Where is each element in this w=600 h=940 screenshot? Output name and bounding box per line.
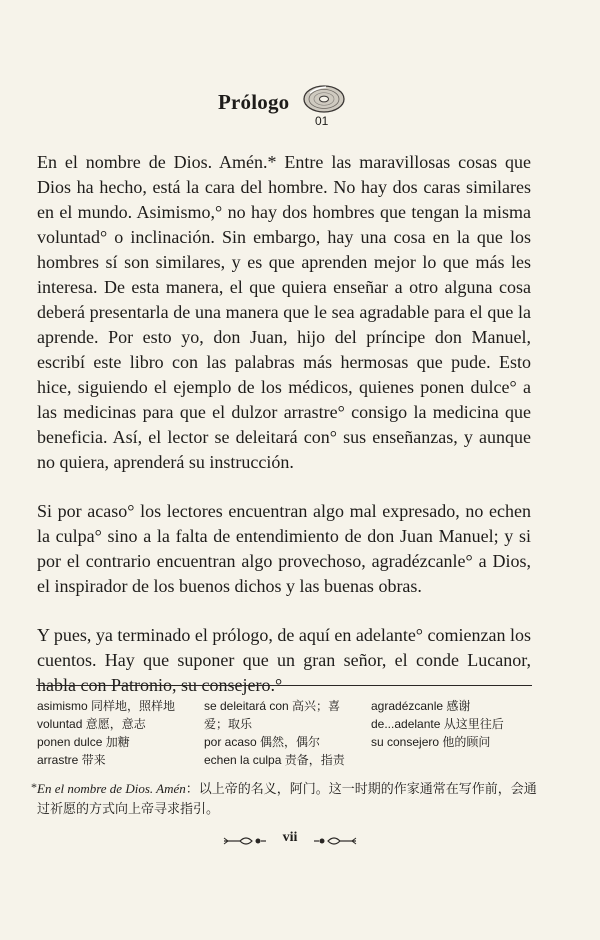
glossary-entry: echen la culpa 责备，指责 [204, 753, 345, 767]
glossary-column-3 [371, 697, 536, 751]
glossary-entry: agradézcanle 感谢 [371, 699, 471, 713]
track-number: 01 [315, 114, 329, 128]
glossary-entry: ponen dulce 加糖 [37, 735, 130, 749]
footnote-marker: * [31, 780, 37, 794]
ornament-icon [312, 834, 358, 848]
glossary-entry: por acaso 偶然，偶尔 [204, 735, 321, 749]
cd-icon [302, 84, 346, 114]
glossary-column-2 [204, 697, 364, 769]
glossary-entry: voluntad 意愿，意志 [37, 717, 146, 731]
divider [36, 685, 532, 686]
glossary-entry: arrastre 带来 [37, 753, 106, 767]
glossary-entry: 爱；取乐 [204, 717, 253, 731]
glossary-entry: de...adelante 从这里往后 [371, 717, 504, 731]
ornament-icon [222, 834, 268, 848]
glossary-entry: asimismo 同样地，照样地 [37, 699, 176, 713]
paragraph: En el nombre de Dios. Amén.* Entre las maravillosas cosas que Dios ha hecho, está la cara del hombre. No hay dos caras similares en el mundo. Asimismo,° no hay dos hombres que tengan la misma voluntad° o inclinación. Sin embargo, hay una cosa en la que los hombres sí son similares, y es que aprenden mejor lo que más les interesa. De esta manera, el que quiera enseñar a otro alguna cosa deberá presentarla de una manera que le sea agradable para el que la aprende. Por esto yo, don Juan, hijo del príncipe don Manuel, escribí este libro con las palabras más hermosas que pude. Esto hice, siguiendo el ejemplo de los médicos, quienes ponen dulce° a las medicinas para que el dulzor arrastre° consigo la medicina que beneficia. Así, el lector se deleitará con° sus enseñanzas, y aunque no quiera, aprenderá su instrucción. [37, 152, 531, 472]
main-text [37, 150, 531, 722]
glossary-entry: se deleitará con 高兴；喜 [204, 699, 341, 713]
glossary-column-1 [37, 697, 202, 769]
header [0, 82, 600, 142]
glossary-entry: su consejero 他的顾问 [371, 735, 491, 749]
page-footer [0, 830, 600, 854]
footnote [31, 779, 537, 819]
paragraph: Y pues, ya terminado el prólogo, de aquí en adelante° comienzan los cuentos. Hay que suponer que un gran señor, el conde Lucanor, habla con Patronio, su consejero.° [37, 625, 531, 695]
footnote-term: En el nombre de Dios. Amén [37, 781, 186, 796]
paragraph: Si por acaso° los lectores encuentran algo mal expresado, no echen la culpa° sino a la falta de entendimiento de don Juan Manuel; y si por el contrario encuentran algo provechoso, agradézcanle° a Dios, el inspirador de los buenos dichos y las buenas obras. [37, 501, 531, 596]
page-title: Prólogo [218, 90, 290, 114]
page-number: vii [282, 830, 298, 845]
footnote-text: ：以上帝的名义，阿门。这一时期的作家通常在写作前，会通过祈愿的方式向上帝寻求指引。 [37, 781, 537, 816]
